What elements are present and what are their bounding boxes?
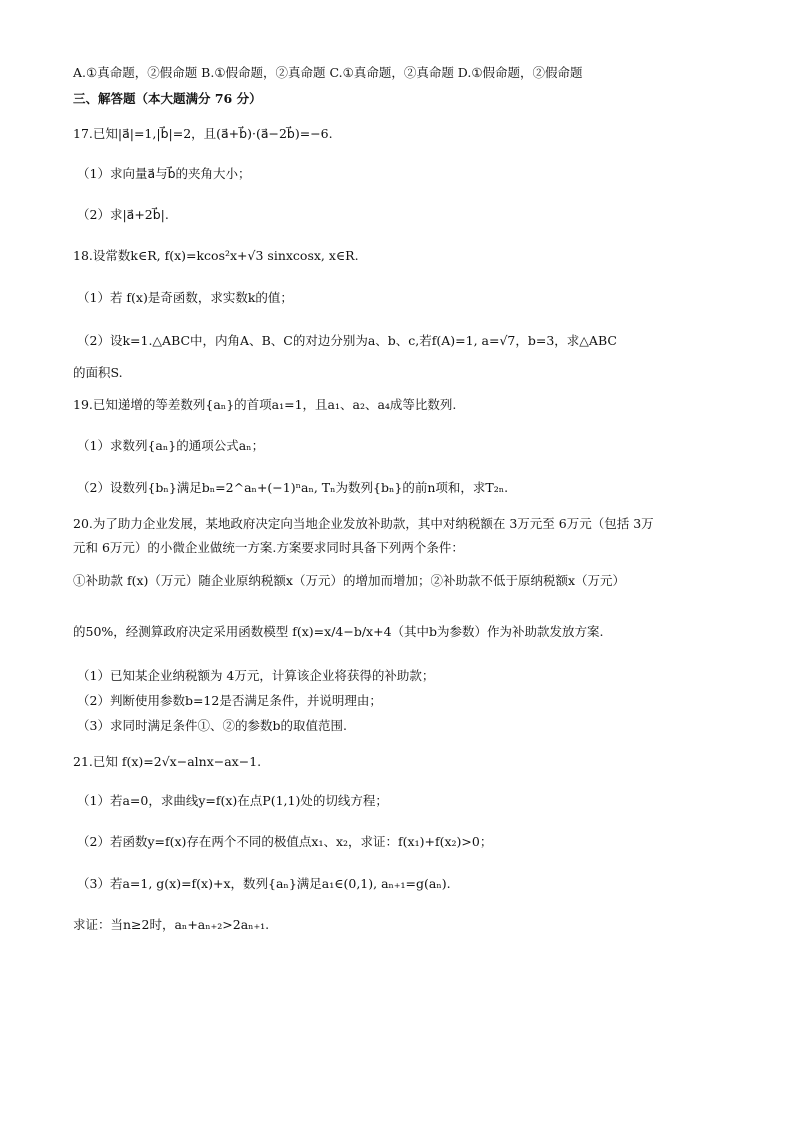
section-3-heading: 三、解答题（本大题满分 76 分）	[73, 91, 262, 106]
q21-part2: （2）若函数y=f(x)存在两个不同的极值点x₁、x₂，求证：f(x₁)+f(x₂)>0；	[77, 834, 493, 849]
q18-part2-cont: 的面积S.	[73, 365, 123, 380]
q19-stem: 19.已知递增的等差数列{aₙ}的首项a₁=1，且a₁、a₂、a₄成等比数列.	[73, 397, 457, 412]
q17-part2: （2）求|a⃗+2b⃗|.	[77, 207, 169, 222]
q20-part1: （1）已知某企业纳税额为 4万元，计算该企业将获得的补助款；	[77, 668, 435, 683]
q20-stem-cont1: 元和 6万元）的小微企业做统一方案.方案要求同时具备下列两个条件：	[73, 540, 464, 555]
q19-part2: （2）设数列{bₙ}满足bₙ=2^aₙ+(−1)ⁿaₙ, Tₙ为数列{bₙ}的前n项和，求T₂ₙ.	[77, 480, 509, 495]
q17-part1: （1）求向量a⃗与b⃗的夹角大小；	[77, 166, 251, 181]
q17-stem: 17.已知|a⃗|=1,|b⃗|=2，且(a⃗+b⃗)·(a⃗−2b⃗)=−6.	[73, 126, 333, 141]
q20-stem: 20.为了助力企业发展，某地政府决定向当地企业发放补助款，其中对纳税额在 3万元至 6万元（包括 3万	[73, 516, 654, 531]
q21-part3: （3）若a=1, g(x)=f(x)+x，数列{aₙ}满足a₁∈(0,1), aₙ₊₁=g(aₙ).	[77, 876, 451, 891]
q18-part1: （1）若 f(x)是奇函数，求实数k的值；	[77, 290, 293, 305]
q18-part2: （2）设k=1.△ABC中，内角A、B、C的对边分别为a、b、c,若f(A)=1, a=√7，b=3，求△ABC	[77, 333, 617, 348]
q20-part2: （2）判断使用参数b=12是否满足条件，并说明理由；	[77, 693, 382, 708]
q20-conditions: ①补助款 f(x)（万元）随企业原纳税额x（万元）的增加而增加；②补助款不低于原纳税额x（万元）	[73, 573, 626, 588]
q19-part1: （1）求数列{aₙ}的通项公式aₙ；	[77, 438, 265, 453]
q20-model: 的50%，经测算政府决定采用函数模型 f(x)=x/4−b/x+4（其中b为参数）作为补助款发放方案.	[73, 624, 604, 639]
mc-options: A.①真命题，②假命题 B.①假命题，②真命题 C.①真命题，②真命题 D.①假命题，②假命题	[73, 65, 583, 80]
q18-stem: 18.设常数k∈R, f(x)=kcos²x+√3 sinxcosx, x∈R.	[73, 248, 359, 263]
q20-part3: （3）求同时满足条件①、②的参数b的取值范围.	[77, 718, 347, 733]
q21-proof: 求证：当n≥2时，aₙ+aₙ₊₂>2aₙ₊₁.	[73, 917, 270, 932]
q21-stem: 21.已知 f(x)=2√x−alnx−ax−1.	[73, 754, 262, 769]
q21-part1: （1）若a=0，求曲线y=f(x)在点P(1,1)处的切线方程；	[77, 793, 388, 808]
